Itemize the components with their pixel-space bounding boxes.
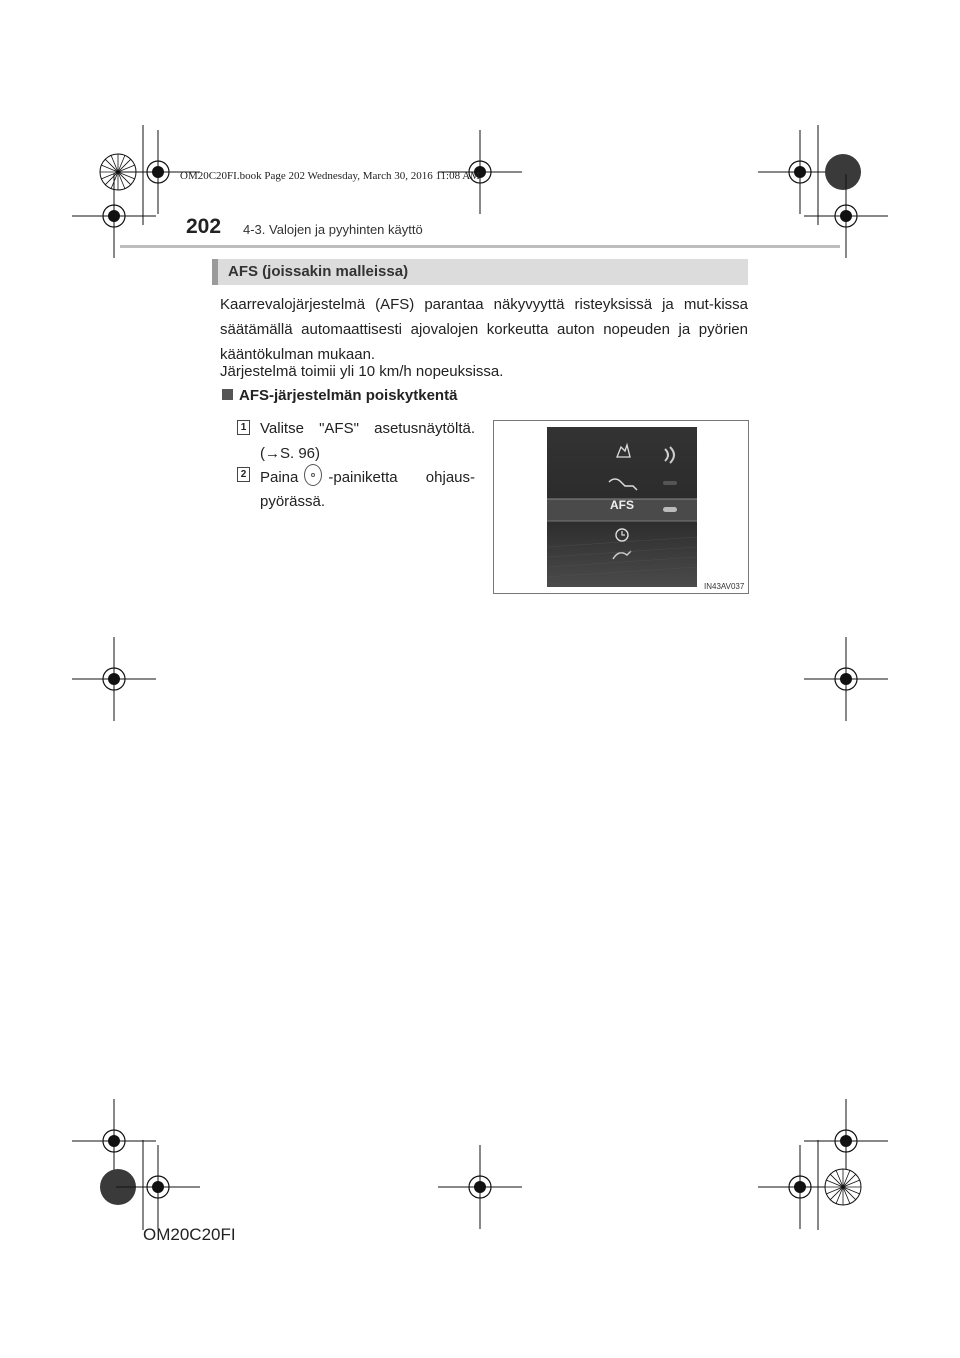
section-banner-title: AFS (joissakin malleissa) — [228, 263, 409, 280]
header-rule — [120, 245, 840, 248]
figure-code: IN43AV037 — [704, 582, 745, 591]
page-number: 202 — [186, 215, 222, 238]
square-bullet-icon — [222, 389, 233, 400]
section-title: 4-3. Valojen ja pyyhinten käyttö — [243, 222, 423, 237]
subheading-text: AFS-järjestelmän poiskytkentä — [239, 387, 458, 404]
section-banner — [212, 259, 748, 285]
footer-code: OM20C20FI — [143, 1225, 236, 1244]
step-number-2: 2 — [237, 467, 250, 482]
step-1-line2: (→S. 96) — [260, 445, 321, 462]
step-1-line1: Valitse "AFS" asetusnäytöltä. — [260, 420, 475, 437]
step-number-1: 1 — [237, 420, 250, 435]
steering-switch-icon — [304, 464, 322, 486]
step-2-line2: pyörässä. — [260, 493, 326, 510]
speed-paragraph: Järjestelmä toimii yli 10 km/h nopeuksissa. — [220, 363, 504, 380]
step-2-text-after: -painiketta ohjaus- — [328, 469, 475, 486]
step-2-text-before: Paina — [260, 469, 299, 486]
subheading — [222, 387, 457, 404]
step-2-line1 — [260, 464, 475, 490]
intro-paragraph: Kaarrevalojärjestelmä (AFS) parantaa näkyvyyttä risteyksissä ja mut-kissa säätämällä automaattisesti ajovalojen korkeutta auton nopeuden ja pyörien kääntökulman mukaan. — [220, 296, 748, 363]
book-info: OM20C20FI.book Page 202 Wednesday, March 30, 2016 11:08 AM — [180, 170, 480, 182]
afs-menu-label: AFS — [610, 498, 634, 512]
